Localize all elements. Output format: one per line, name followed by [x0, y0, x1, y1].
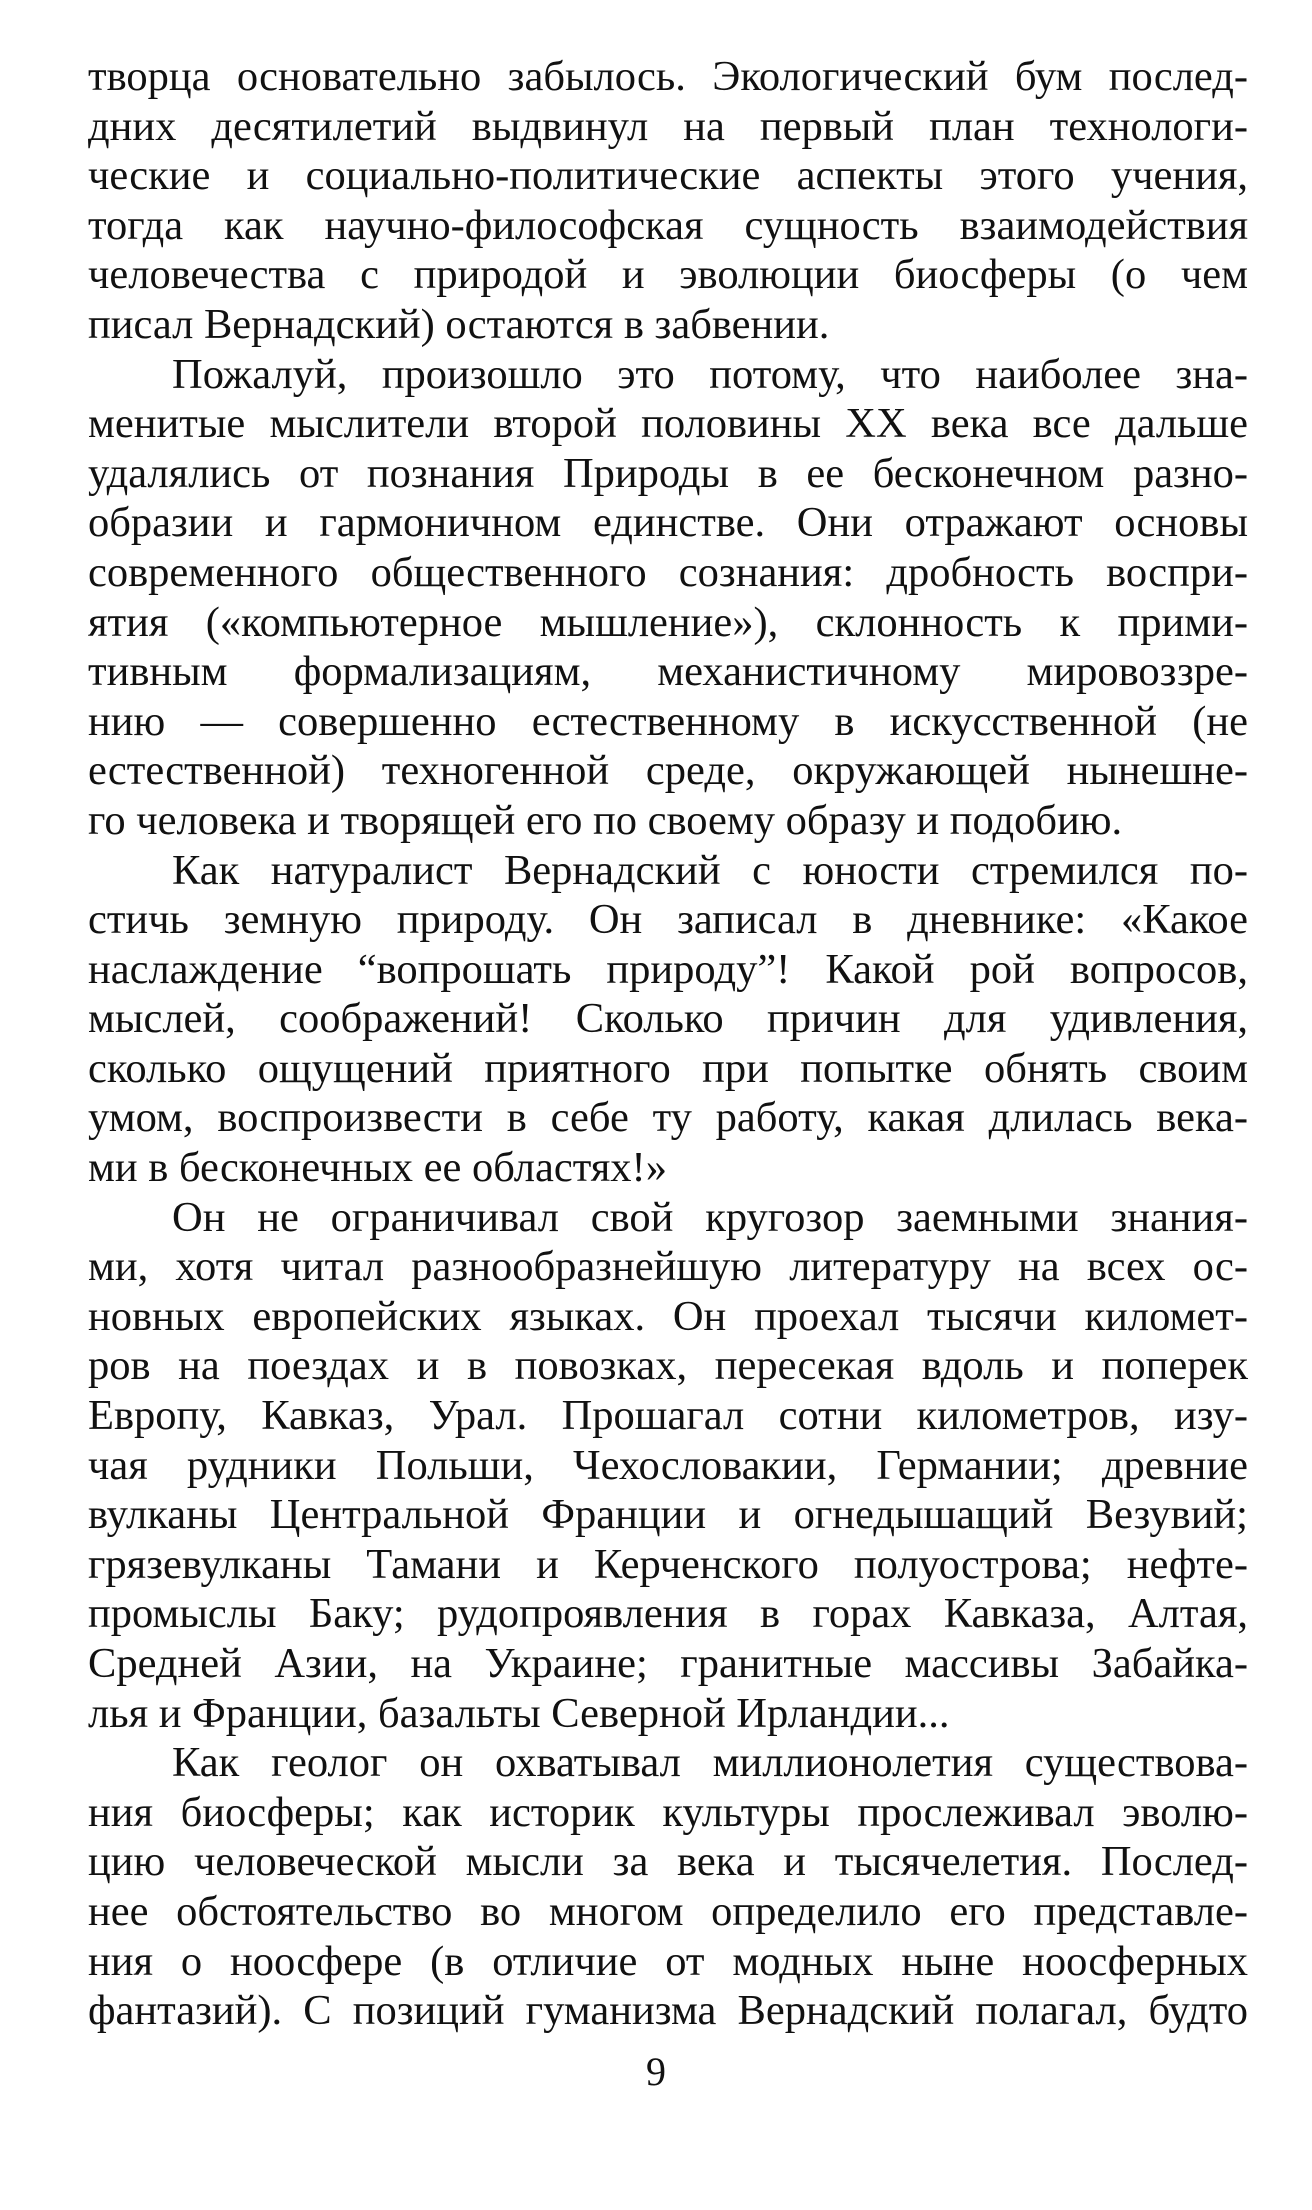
- paragraph: [88, 1738, 1248, 2036]
- text-line: тогда как научно-философская сущность взаимодействия: [88, 201, 1248, 249]
- text-line: Он не ограничивал свой кругозор заемными знания-: [172, 1193, 1248, 1241]
- text-line: человечества с природой и эволюции биосферы (о чем: [88, 251, 1248, 299]
- text-line: Европу, Кавказ, Урал. Прошагал сотни километров, изу-: [88, 1392, 1248, 1440]
- text-line: го человека и творящей его по своему образу и подобию.: [88, 796, 1123, 844]
- text-line: тивным формализациям, механистичному мировоззре-: [88, 648, 1248, 696]
- text-line: нее обстоятельство во многом определило его представле-: [88, 1887, 1248, 1935]
- text-line: ятия («компьютерное мышление»), склонность к прими-: [88, 598, 1248, 646]
- paragraph: [88, 1193, 1248, 1739]
- text-line: ров на поездах и в повозках, пересекая вдоль и поперек: [88, 1342, 1248, 1390]
- text-line: естественной) техногенной среде, окружающей нынешне-: [88, 747, 1248, 795]
- paragraph: [88, 846, 1248, 1193]
- text-line: современного общественного сознания: дробность воспри-: [88, 548, 1248, 596]
- text-line: наслаждение “вопрошать природу”! Какой рой вопросов,: [88, 945, 1248, 993]
- page-body: [88, 52, 1248, 2036]
- text-line: Как геолог он охватывал миллионолетия существова-: [172, 1739, 1248, 1787]
- page-number: 9: [646, 2049, 666, 2094]
- text-line: чая рудники Польши, Чехословакии, Германии; древние: [88, 1441, 1248, 1489]
- text-line: писал Вернадский) остаются в забвении.: [88, 300, 830, 348]
- text-line: цию человеческой мысли за века и тысячелетия. Послед-: [88, 1838, 1248, 1886]
- text-line: умом, воспроизвести в себе ту работу, какая длилась века-: [88, 1094, 1248, 1142]
- text-line: Пожалуй, произошло это потому, что наиболее зна-: [172, 350, 1248, 398]
- text-line: дних десятилетий выдвинул на первый план технологи-: [88, 102, 1248, 150]
- paragraph: [88, 350, 1248, 846]
- text-line: ния о ноосфере (в отличие от модных ныне ноосферных: [88, 1937, 1248, 1985]
- text-line: сколько ощущений приятного при попытке обнять своим: [88, 1044, 1248, 1092]
- text-line: фантазий). С позиций гуманизма Вернадский полагал, будто: [88, 1987, 1248, 2035]
- text-line: лья и Франции, базальты Северной Ирландии...: [88, 1689, 950, 1737]
- text-line: Средней Азии, на Украине; гранитные массивы Забайка-: [88, 1640, 1248, 1687]
- paragraph: [88, 52, 1248, 350]
- text-line: ми, хотя читал разнообразнейшую литературу на всех ос-: [88, 1243, 1248, 1291]
- text-line: грязевулканы Тамани и Керченского полуострова; нефте-: [88, 1540, 1248, 1588]
- text-line: новных европейских языках. Он проехал тысячи километ-: [88, 1292, 1248, 1340]
- text-line: стичь земную природу. Он записал в дневнике: «Какое: [88, 896, 1248, 944]
- text-line: образии и гармоничном единстве. Они отражают основы: [88, 499, 1248, 547]
- text-line: менитые мыслители второй половины XX века все дальше: [88, 400, 1248, 448]
- text-line: вулканы Центральной Франции и огнедышащий Везувий;: [88, 1491, 1248, 1539]
- text-line: удалялись от познания Природы в ее бесконечном разно-: [88, 449, 1248, 497]
- text-line: промыслы Баку; рудопроявления в горах Кавказа, Алтая,: [88, 1590, 1248, 1638]
- text-line: ния биосферы; как историк культуры прослеживал эволю-: [88, 1788, 1248, 1836]
- text-line: мыслей, соображений! Сколько причин для удивления,: [88, 995, 1248, 1043]
- text-line: нию — совершенно естественному в искусственной (не: [88, 697, 1248, 745]
- text-line: Как натуралист Вернадский с юности стремился по-: [172, 846, 1248, 894]
- text-line: ческие и социально-политические аспекты этого учения,: [88, 152, 1248, 200]
- text-line: ми в бесконечных ее областях!»: [88, 1144, 667, 1192]
- text-line: творца основательно забылось. Экологический бум послед-: [88, 53, 1248, 100]
